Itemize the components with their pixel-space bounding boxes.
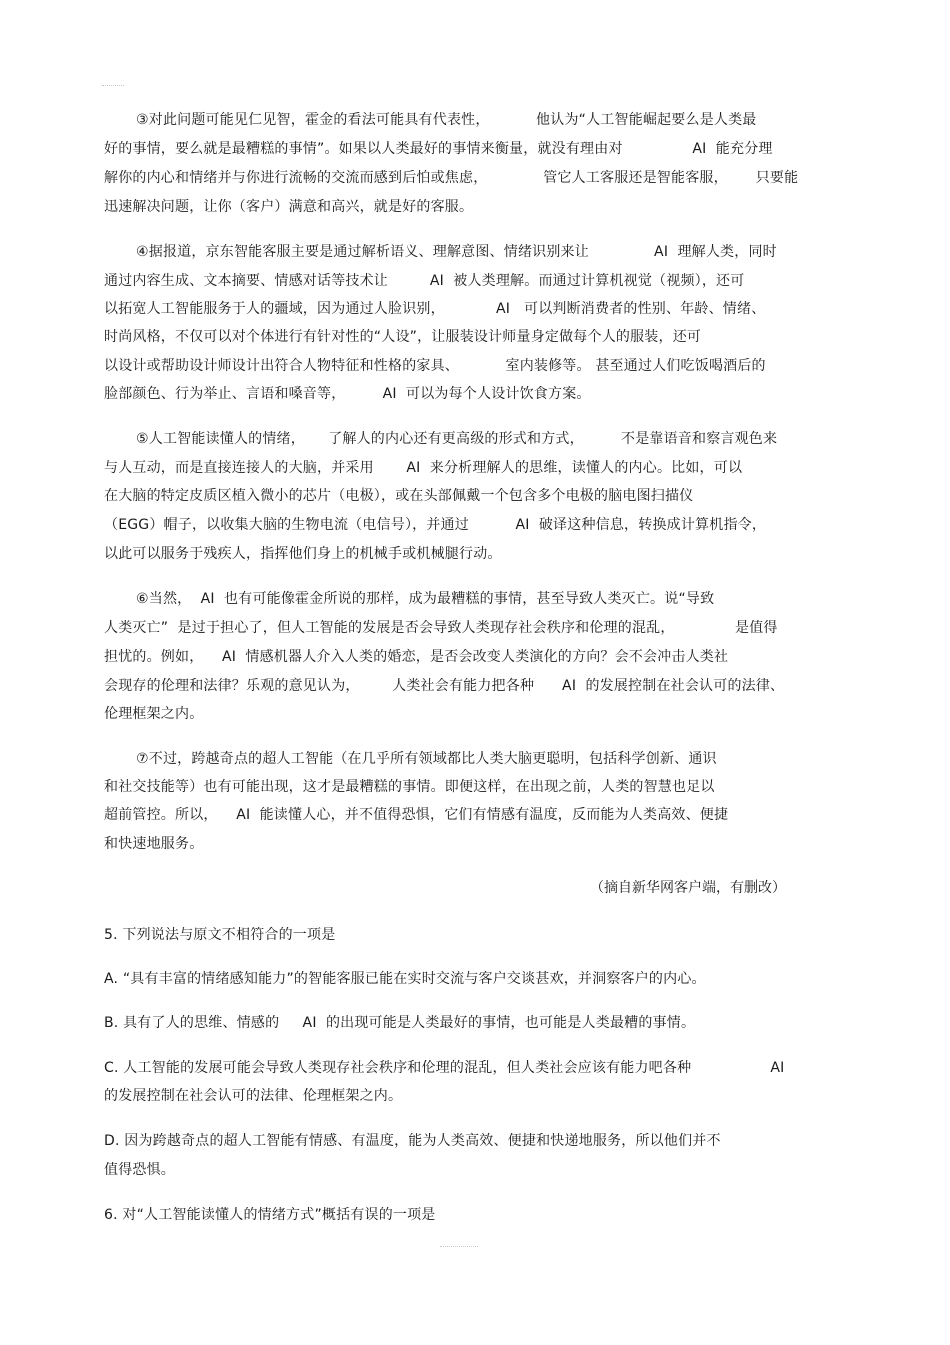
question-5-option-d-line-2: 值得恐惧。 — [104, 1162, 175, 1178]
paragraph-7-line-1: ⑦不过，跨越奇点的超人工智能（在几乎所有领域都比人类大脑更聪明，包括科学创新、通识 — [136, 751, 717, 767]
paragraph-7-line-2: 和社交技能等）也有可能出现，这才是最糟糕的事情。即便这样，在出现之前，人类的智慧也足以 — [104, 779, 715, 795]
paragraph-7-line-3: 超前管控。所以， AI 能读懂人心，并不值得恐惧，它们有情感有温度，反而能为人类高效、便捷 — [104, 807, 729, 823]
paragraph-4-line-1: ④据报道，京东智能客服主要是通过解析语义、理解意图、情绪识别来让 AI 理解人类，同时 — [136, 244, 777, 260]
paragraph-6-line-5: 伦理框架之内。 — [104, 706, 204, 722]
paragraph-5-line-5: 以此可以服务于残疾人，指挥他们身上的机械手或机械腿行动。 — [104, 546, 502, 562]
question-5-option-c-line-1: C. 人工智能的发展可能会导致人类现存社会秩序和伦理的混乱，但人类社会应该有能力吧各种 AI — [104, 1060, 785, 1076]
scan-mark — [102, 85, 124, 86]
paragraph-4-line-3: 以拓宽人工智能服务于人的疆域，因为通过人脸识别， AI 可以判断消费者的性别、年龄、情绪、 — [104, 301, 766, 317]
paragraph-7-line-4: 和快速地服务。 — [104, 836, 204, 852]
paragraph-4-line-2: 通过内容生成、文本摘要、情感对话等技术让 AI 被人类理解。而通过计算机视觉（视频），还可 — [104, 273, 745, 289]
paragraph-4-line-4: 时尚风格，不仅可以对个体进行有针对性的“人设”，让服装设计师量身定做每个人的服装，还可 — [104, 329, 702, 345]
paragraph-3-line-3: 解你的内心和情绪并与你进行流畅的交流而感到后怕或焦虑， 管它人工客服还是智能客服， 只要能 — [104, 170, 799, 186]
question-5-option-c-line-2: 的发展控制在社会认可的法律、伦理框架之内。 — [104, 1088, 403, 1104]
source-citation: （摘自新华网客户端，有删改） — [590, 880, 786, 896]
question-5-option-d-line-1: D. 因为跨越奇点的超人工智能有情感、有温度，能为人类高效、便捷和快递地服务，所以他们并不 — [104, 1133, 721, 1149]
question-6-stem: 6. 对“人工智能读懂人的情绪方式”概括有误的一项是 — [104, 1207, 436, 1223]
paragraph-6-line-4: 会现存的伦理和法律？乐观的意见认为， 人类社会有能力把各种 AI 的发展控制在社会认可的法律、 — [104, 678, 785, 694]
paragraph-6-line-3: 担忧的。例如， AI 情感机器人介入人类的婚恋，是否会改变人类演化的方向？会不会冲击人类社 — [104, 649, 729, 665]
question-5-stem: 5. 下列说法与原文不相符合的一项是 — [104, 927, 336, 943]
paragraph-3-line-1: ③对此问题可能见仁见智，霍金的看法可能具有代表性， 他认为“人工智能崛起要么是人类最 — [136, 112, 757, 128]
paragraph-6-line-2: 人类灭亡” 是过于担心了，但人工智能的发展是否会导致人类现存社会秩序和伦理的混乱， 是值得 — [104, 620, 778, 636]
paragraph-5-line-3: 在大脑的特定皮质区植入微小的芯片（电极），或在头部佩戴一个包含多个电极的脑电图扫描仪 — [104, 488, 694, 504]
paragraph-5-line-2: 与人互动，而是直接连接人的大脑，并采用 AI 来分析理解人的思维，读懂人的内心。比如，可以 — [104, 460, 743, 476]
paragraph-6-line-1: ⑥当然， AI 也有可能像霍金所说的那样，成为最糟糕的事情，甚至导致人类灭亡。说“导致 — [136, 591, 715, 607]
paragraph-4-line-6: 脸部颜色、行为举止、言语和嗓音等， AI 可以为每个人设计饮食方案。 — [104, 386, 591, 402]
scan-mark — [440, 1246, 478, 1247]
paragraph-5-line-4: （EGG）帽子，以收集大脑的生物电流（电信号），并通过 AI 破译这种信息，转换成计算机指令， — [104, 517, 767, 533]
paragraph-3-line-2: 好的事情，要么就是最糟糕的事情”。如果以人类最好的事情来衡量，就没有理由对 AI 能充分理 — [104, 141, 773, 157]
paragraph-3-line-4: 迅速解决问题，让你（客户）满意和高兴，就是好的客服。 — [104, 199, 474, 215]
question-5-option-b: B. 具有了人的思维、情感的 AI 的出现可能是人类最好的事情，也可能是人类最糟的事情。 — [104, 1015, 696, 1031]
paragraph-5-line-1: ⑤人工智能读懂人的情绪， 了解人的内心还有更高级的形式和方式， 不是靠语音和察言观色来 — [136, 431, 778, 447]
paragraph-4-line-5: 以设计或帮助设计师设计出符合人物特征和性格的家具、 室内装修等。 甚至通过人们吃饭喝酒后的 — [104, 358, 766, 374]
question-5-option-a: A. “具有丰富的情绪感知能力”的智能客服已能在实时交流与客户交谈甚欢，并洞察客户的内心。 — [104, 971, 706, 987]
